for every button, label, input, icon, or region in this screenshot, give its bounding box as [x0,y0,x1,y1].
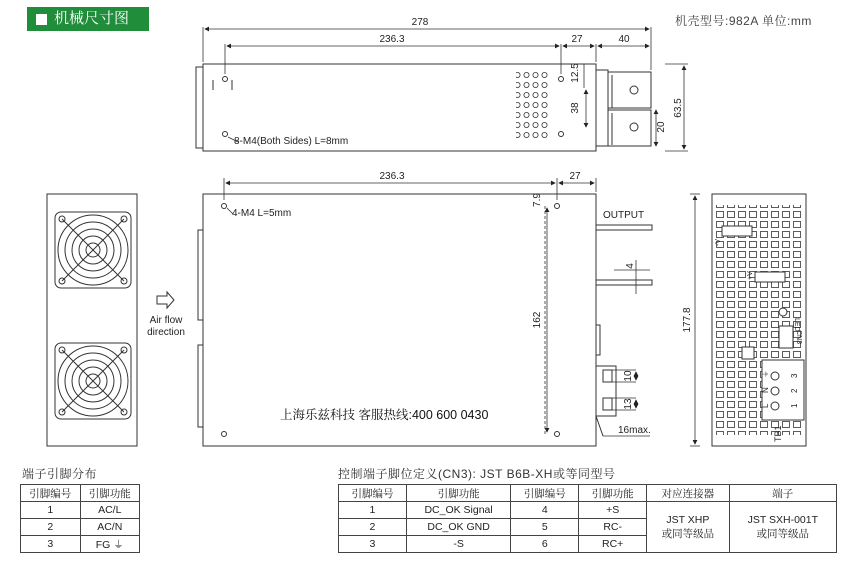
table-header: 引脚功能 [80,485,140,502]
screw-hole [555,432,560,437]
led-label: LED [793,318,800,332]
screw-hole [559,132,564,137]
table-header: 引脚功能 [579,485,647,502]
dim-hole-spacing: 236.3 [379,34,405,45]
table-cell: 5 [511,519,579,536]
output-terminal [608,110,651,146]
table-cell: FG ⏚ [80,536,140,553]
table-cell: 2 [339,519,407,536]
dim-bottom: 20 [656,121,667,133]
screw-hole [222,432,227,437]
table-header: 引脚编号 [511,485,579,502]
table-row [339,502,837,519]
side-screw-note: 4-M4 L=5mm [232,208,292,219]
airflow-label-2: direction [147,327,185,338]
terminal-table [20,484,140,553]
table-header: 引脚功能 [406,485,510,502]
dim-height: 63.5 [673,98,684,118]
table-cell: RC+ [579,536,647,553]
tb1-pin-1: 1 [790,403,799,408]
tb1-pin-3: 3 [790,373,799,378]
table-cell: 2 [21,519,81,536]
top-screw-note: 8-M4(Both Sides) L=8mm [234,136,349,147]
table-cell: AC/L [80,502,140,519]
connector-cell: JST XHP 或同等级品 [647,502,729,553]
case-info: 机壳型号:982A 单位:mm [675,14,812,28]
table-cell: 1 [339,502,407,519]
v-minus-label: -V [715,239,722,246]
dim-right-offset: 27 [571,34,583,45]
side-dim-busbar: 4 [625,263,636,269]
side-dim-10: 10 [623,370,634,382]
side-dim-16max: 16max. [618,425,651,436]
table-cell: AC/N [80,519,140,536]
airflow-arrow-icon [157,292,174,308]
screw-hole [555,204,560,209]
table-header: 端子 [729,485,836,502]
table-header: 引脚编号 [21,485,81,502]
screw-hole [223,77,228,82]
watermark-contact: 上海乐兹科技 客服热线:400 600 0430 [280,408,489,422]
table-cell: 6 [511,536,579,553]
table-cell: 1 [21,502,81,519]
table-header: 引脚编号 [339,485,407,502]
cn3-connector [779,326,793,348]
table-cell: 3 [21,536,81,553]
ground-symbol: ⏚ [761,370,770,378]
side-dim-vertical: 162 [532,311,543,329]
dim-terminal-spacing: 38 [570,102,581,114]
screw-hole [559,77,564,82]
table-cell: RC- [579,519,647,536]
output-label: OUTPUT [603,210,645,221]
table-cell: DC_OK Signal [406,502,510,519]
dim-terminal-width: 40 [618,34,630,45]
table-row [21,536,140,553]
side-dim-hole-spacing: 236.3 [379,171,405,182]
front-dim-height: 177.8 [682,307,693,333]
airflow-label-1: Air flow [149,315,183,326]
cn3-label: CN3 [795,330,802,345]
top-view-endcap [196,67,203,148]
table-cell: +S [579,502,647,519]
tb1-pin-2: 2 [790,388,799,393]
dim-total-length: 278 [411,17,429,28]
neutral-symbol: N [761,387,770,393]
side-dim-13: 13 [623,398,634,410]
table-header: 对应连接器 [647,485,729,502]
screw-hole [223,132,228,137]
terminal-cell: JST SXH-001T 或同等级品 [729,502,836,553]
control-table-title: 控制端子脚位定义(CN3): JST B6B-XH或等同型号 [338,467,616,481]
terminal-table-title: 端子引脚分布 [22,467,98,481]
fan-grille-top [55,212,131,288]
table-cell: 3 [339,536,407,553]
table-row [21,502,140,519]
fan-panel [47,194,137,446]
line-symbol: L [761,403,770,408]
v-plus-label: +V [747,271,754,280]
side-dim-top: 7.9 [532,193,543,207]
dim-top-offset: 12.5 [570,63,581,83]
top-vent-holes [516,68,549,140]
section-title: 机械尺寸图 [54,10,130,27]
side-dim-right-offset: 27 [569,171,581,182]
table-cell: DC_OK GND [406,519,510,536]
tb1-label: TB1 [773,425,783,442]
control-table [338,484,837,553]
fan-grille-bottom [55,343,131,419]
table-cell: 4 [511,502,579,519]
table-row [21,519,140,536]
table-cell: -S [406,536,510,553]
screw-hole [222,204,227,209]
